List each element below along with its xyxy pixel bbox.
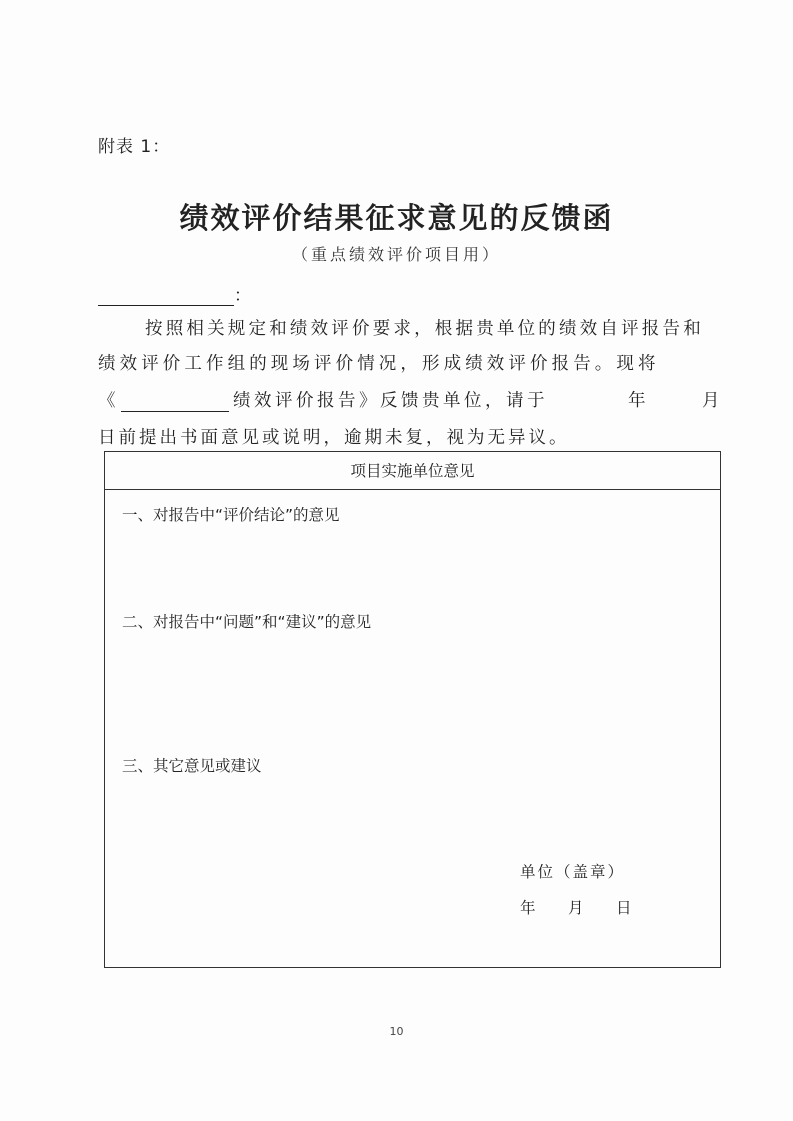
page-number: 10 [389,1025,404,1038]
document-subtitle: （重点绩效评价项目用） [291,245,501,264]
sign-year-label: 年 [520,899,536,917]
section-issues-suggestions-opinion: 二、对报告中“问题”和“建议”的意见 [122,613,372,631]
paragraph-line-2: 绩效评价工作组的现场评价情况，形成绩效评价报告。现将 [98,354,660,374]
section-other-opinions: 三、其它意见或建议 [122,757,262,775]
document-title: 绩效评价结果征求意见的反馈函 [179,201,614,235]
opinion-form-box [104,451,721,968]
paragraph-line-3-text: 绩效评价报告》反馈贵单位，请于 [233,391,548,411]
book-title-open-mark: 《 [98,391,119,411]
recipient-blank [98,287,234,306]
report-name-blank [121,393,229,412]
form-header: 项目实施单位意见 [105,452,720,490]
sign-unit-seal: 单位（盖章） [520,863,626,881]
sign-day-label: 日 [616,899,632,917]
recipient-line [98,281,251,306]
paragraph-line-1: 按照相关规定和绩效评价要求，根据贵单位的绩效自评报告和 [145,319,704,339]
paragraph-line-3 [98,387,721,412]
deadline-month-label: 月 [702,391,723,411]
recipient-colon: ： [234,286,251,306]
attachment-label: 附表 1： [98,137,171,157]
paragraph-line-4: 日前提出书面意见或说明，逾期未复，视为无异议。 [98,428,570,448]
sign-month-label: 月 [568,899,584,917]
deadline-year-label: 年 [628,391,649,411]
section-conclusion-opinion: 一、对报告中“评价结论”的意见 [122,506,340,524]
